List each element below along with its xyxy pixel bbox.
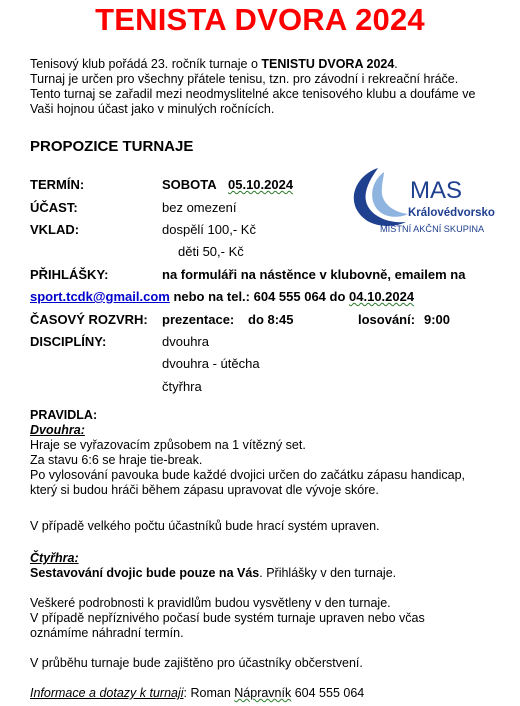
mas-logo	[344, 162, 504, 244]
details-line: V případě nepříznivého počasí bude systém turnaje upraven nebo včas	[30, 611, 425, 625]
rules-heading: PRAVIDLA:	[30, 408, 98, 422]
intro-text: .	[394, 57, 398, 71]
termin-day: SOBOTA	[162, 177, 217, 192]
large-count-note	[30, 519, 500, 534]
discipline-item: čtyřhra	[162, 379, 202, 394]
details-section	[30, 596, 500, 641]
ctyrhra-section	[30, 551, 500, 581]
prezentace-time: do 8:45	[248, 312, 294, 327]
dvouhra-line: Hraje se vyřazovacím způsobem na 1 vítězný set.	[30, 438, 306, 452]
intro-line-2: Turnaj je určen pro všechny přátele tenisu, tzn. pro závodní i rekreační hráče.	[30, 72, 459, 86]
refresh-note	[30, 656, 500, 671]
contact-label: Informace a dotazy k turnaji	[30, 686, 184, 700]
mas-brand: MAS	[410, 177, 463, 204]
refresh-text: V průběhu turnaje bude zajištěno pro účastníky občerstvení.	[30, 656, 363, 670]
vklad-label: VKLAD:	[30, 222, 80, 237]
mas-logo-graphic	[344, 162, 504, 244]
intro-line-3: Tento turnaj se zařadil mezi neodmyslitelné akce tenisového klubu a doufáme ve	[30, 87, 476, 101]
discipline-item: dvouhra - útěcha	[162, 356, 260, 371]
intro-paragraph	[30, 57, 510, 117]
rules-section	[30, 408, 500, 498]
mas-subtitle: MÍSTNÍ AKČNÍ SKUPINA	[380, 224, 485, 234]
losovani-time: 9:00	[424, 312, 451, 327]
termin-label: TERMÍN:	[30, 177, 85, 192]
dvouhra-line: Za stavu 6:6 se hraje tie-break.	[30, 453, 203, 467]
ctyrhra-heading: Čtyřhra:	[30, 551, 79, 565]
ucast-label: ÚČAST:	[30, 200, 78, 215]
dvouhra-heading: Dvouhra:	[30, 423, 85, 437]
email-link[interactable]: sport.tcdk@gmail.com	[30, 289, 170, 304]
contact-row	[30, 289, 414, 305]
prezentace-label: prezentace:	[162, 312, 235, 327]
intro-line-4: Vaši hojnou účast jako v minulých ročnících.	[30, 102, 275, 116]
page-title: TENISTA DVORA 2024	[95, 2, 425, 37]
mas-region: Královédvorsko	[408, 207, 495, 219]
termin-date: 05.10.2024	[228, 177, 294, 192]
contact-phone: 604 555 064	[291, 686, 365, 700]
prihlasky-text: na formuláři na nástěnce v klubovně, emailem na	[162, 267, 466, 282]
ctyrhra-bold: Sestavování dvojic bude pouze na Vás	[30, 566, 260, 580]
dvouhra-line: který si budou hráči během zápasu upravovat dle vývoje skóre.	[30, 483, 379, 497]
details-line: Veškeré podrobnosti k pravidlům budou vysvětleny v den turnaje.	[30, 596, 391, 610]
ctyrhra-text	[30, 566, 500, 581]
dvouhra-line: Po vylosování pavouka bude každé dvojici určen do začátku zápasu handicap,	[30, 468, 466, 482]
contact-name: Nápravník	[234, 686, 292, 700]
phone-text: nebo na tel.: 604 555 064 do	[169, 289, 350, 304]
discipliny-label: DISCIPLÍNY:	[30, 334, 107, 349]
intro-bold-text: TENISTU DVORA 2024	[261, 57, 395, 71]
intro-line-1	[30, 57, 510, 72]
ctyrhra-rest: . Přihlášky v den turnaje.	[259, 566, 397, 580]
propozice-heading: PROPOZICE TURNAJE	[30, 138, 194, 155]
intro-text: Tenisový klub pořádá 23. ročník turnaje o	[30, 57, 262, 71]
details-line: oznámíme náhradní termín.	[30, 626, 184, 640]
large-count-text: V případě velkého počtu účastníků bude hrací systém upraven.	[30, 519, 380, 533]
losovani-label: losování:	[358, 312, 416, 327]
ucast-value: bez omezení	[162, 200, 237, 215]
prihlasky-label: PŘIHLÁŠKY:	[30, 267, 109, 282]
contact-line	[30, 686, 500, 701]
discipline-item: dvouhra	[162, 334, 209, 349]
contact-colon: : Roman	[183, 686, 235, 700]
vklad-adults: dospělí 100,- Kč	[162, 222, 256, 237]
vklad-kids: děti 50,- Kč	[178, 244, 244, 259]
rozvrh-label: ČASOVÝ ROZVRH:	[30, 312, 148, 327]
deadline-date: 04.10.2024	[349, 289, 415, 304]
contact-info	[30, 686, 500, 701]
